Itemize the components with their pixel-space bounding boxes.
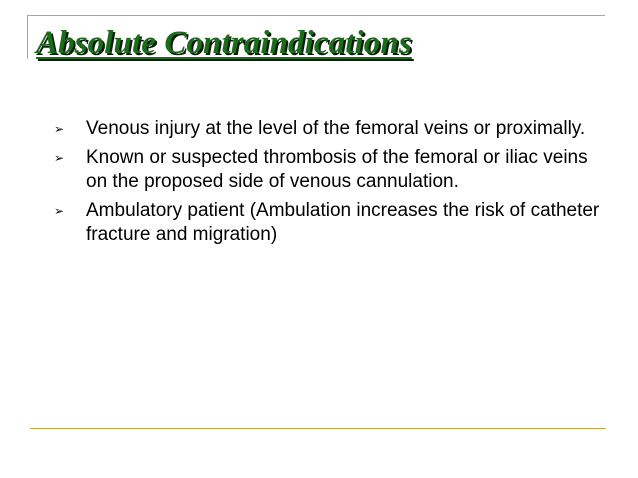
bullet-item: [54, 199, 614, 247]
top-rule: [27, 15, 605, 16]
bullet-item: [54, 146, 614, 194]
arrow-bullet-icon: ➢: [54, 204, 65, 218]
bullet-text: Venous injury at the level of the femoral veins or proximally.: [86, 118, 586, 139]
slide-title: Absolute Contraindications: [36, 25, 412, 61]
bullet-list: [54, 117, 614, 252]
bullet-text: Known or suspected thrombosis of the femoral or iliac veins on the proposed side of venous cannulation.: [86, 147, 588, 192]
bottom-rule: [30, 428, 606, 429]
bullet-item: [54, 117, 614, 141]
arrow-bullet-icon: ➢: [54, 122, 65, 136]
bullet-text: Ambulatory patient (Ambulation increases the risk of catheter fracture and migration): [86, 200, 600, 245]
arrow-bullet-icon: ➢: [54, 151, 65, 165]
left-rule: [27, 15, 28, 59]
